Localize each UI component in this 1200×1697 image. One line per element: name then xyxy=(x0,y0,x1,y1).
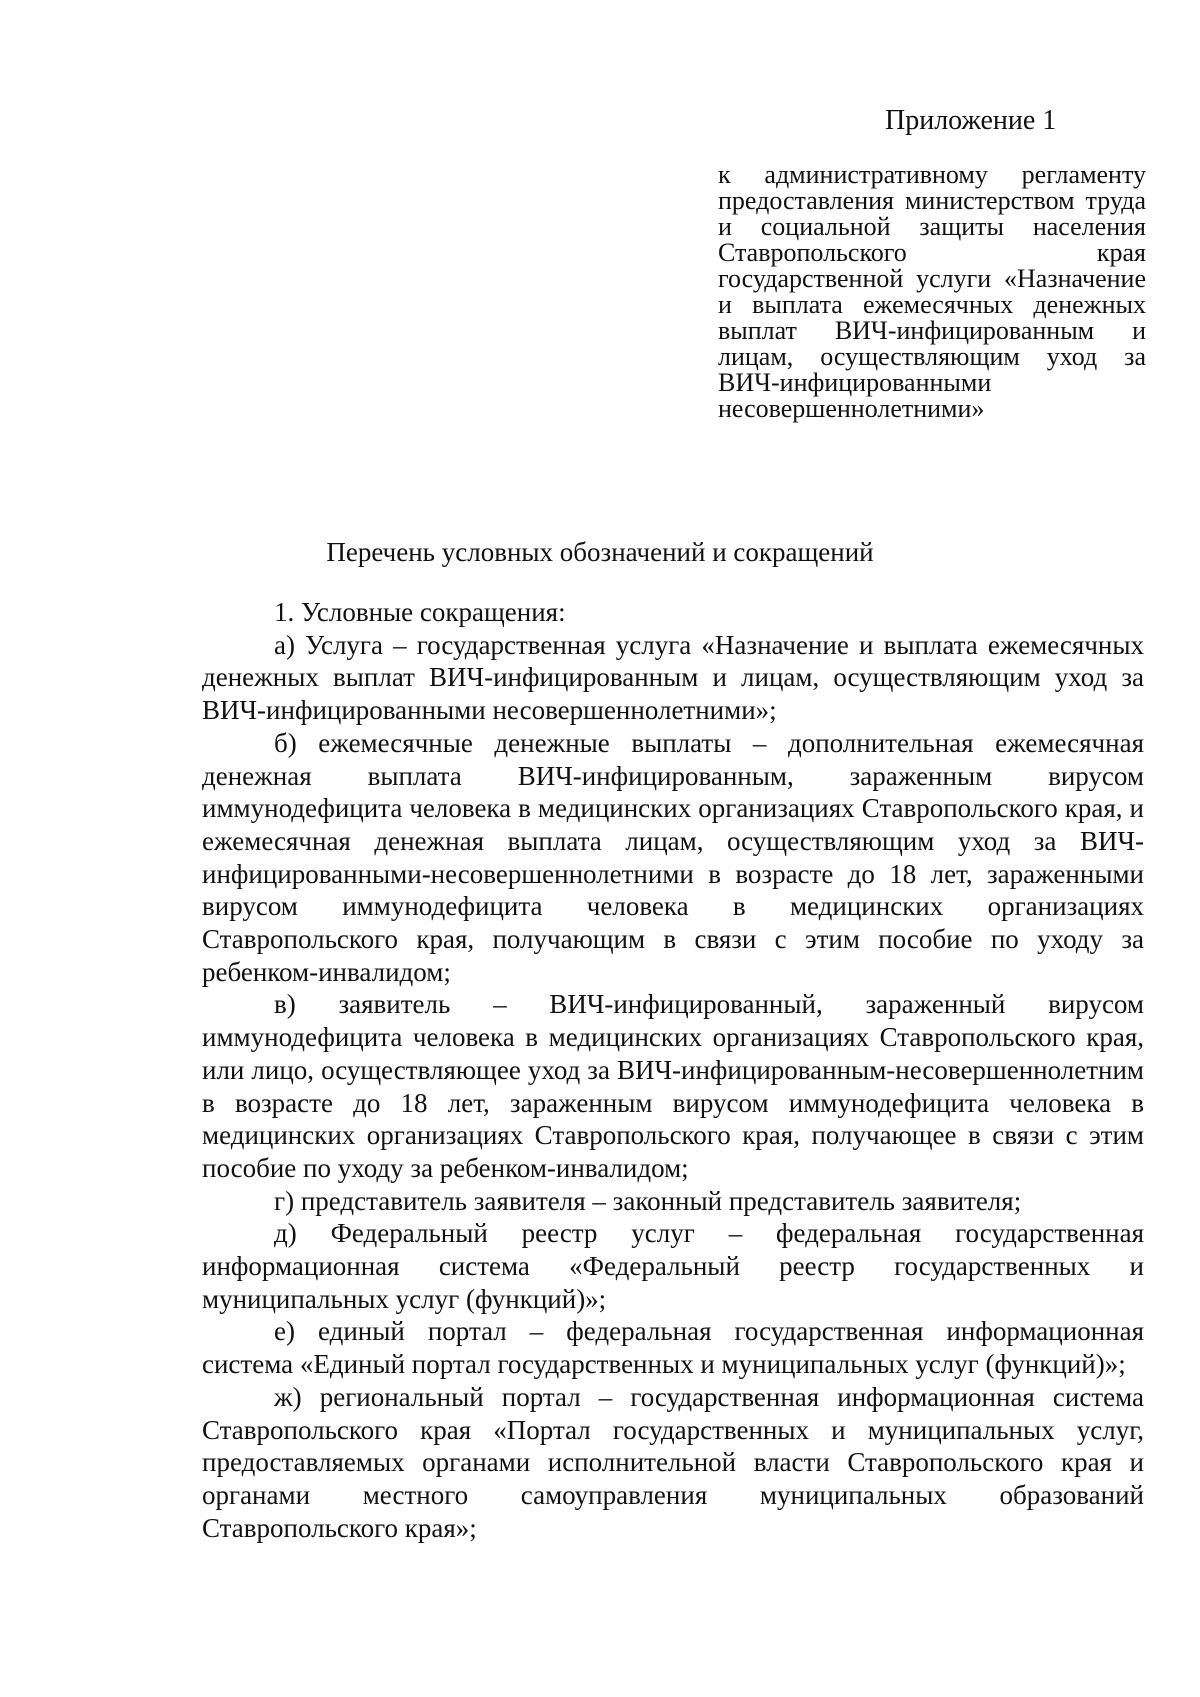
appendix-title: Приложение 1 xyxy=(885,105,1057,136)
list-item-e: е) единый портал – федеральная государственная информационная система «Единый портал государственных и муниципальных услуг (функций)»; xyxy=(202,1316,1144,1380)
list-item-a: а) Услуга – государственная услуга «Назначение и выплата ежемесячных денежных выплат ВИЧ-инфицированным и лицам, осуществляющим уход за ВИЧ-инфицированными несовершеннолетними»; xyxy=(202,629,1144,726)
list-item-zh: ж) региональный портал – государственная информационная система Ставропольского края «Портал государственных и муниципальных услуг, предоставляемых органами исполнительной власти Ставропольского края и органами местного самоуправления муниципальных образований Ставропольского края»; xyxy=(202,1381,1144,1543)
section-title: 1. Условные сокращения: xyxy=(274,597,566,627)
list-item-g: г) представитель заявителя – законный представитель заявителя; xyxy=(274,1185,1022,1216)
list-item-v: в) заявитель – ВИЧ-инфицированный, зараженный вирусом иммунодефицита человека в медицинских организациях Ставропольского края, или лицо, осуществляющее уход за ВИЧ-инфицированным-несовершеннолетним в возрасте до 18 лет, зараженным вирусом иммунодефицита человека в медицинских организациях Ставропольского края, получающее в связи с этим пособие по уходу за ребенком-инвалидом; xyxy=(202,989,1144,1183)
list-item-b: б) ежемесячные денежные выплаты – дополнительная ежемесячная денежная выплата ВИЧ-инфицированным, зараженным вирусом иммунодефицита человека в медицинских организациях Ставропольского края, и ежемесячная денежная выплата лицам, осуществляющим уход за ВИЧ-инфицированными-несовершеннолетними в возрасте до 18 лет, зараженными вирусом иммунодефицита человека в медицинских организациях Ставропольского края, получающим в связи с этим пособие по уходу за ребенком-инвалидом; xyxy=(202,727,1144,987)
appendix-description: к административному регламенту предоставления министерством труда и социальной защиты населения Ставропольского края государственной услуги «Назначение и выплата ежемесячных денежных выплат ВИЧ-инфицированным и лицам, осуществляющим уход за ВИЧ-инфицированными несовершеннолетними» xyxy=(718,160,1146,423)
document-body xyxy=(202,596,1144,1544)
list-item-d: д) Федеральный реестр услуг – федеральная государственная информационная система «Федеральный реестр государственных и муниципальных услуг (функций)»; xyxy=(202,1218,1144,1314)
document-heading: Перечень условных обозначений и сокращений xyxy=(326,537,874,567)
